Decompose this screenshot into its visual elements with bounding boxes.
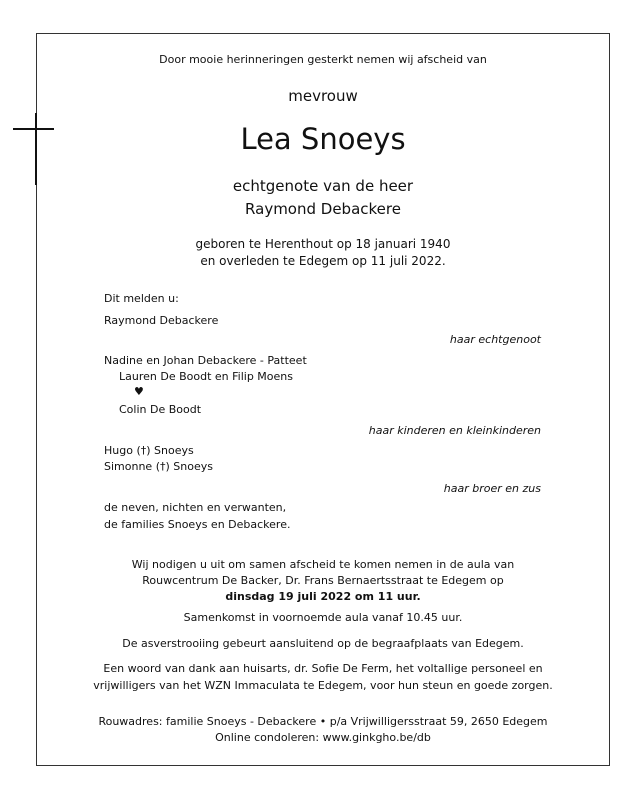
mourner-husband: Raymond Debackere xyxy=(104,314,219,327)
service-line-2: Rouwcentrum De Backer, Dr. Frans Bernaertsstraat te Edegem op xyxy=(142,574,504,587)
mourner-sibling-2: Simonne (†) Snoeys xyxy=(104,460,213,473)
intro-text: Door mooie herinneringen gesterkt nemen wij afscheid van xyxy=(159,53,487,66)
mourner-extended-1: de neven, nichten en verwanten, xyxy=(104,501,287,514)
honorific: mevrouw xyxy=(288,87,358,105)
death-line: en overleden te Edegem op 11 juli 2022. xyxy=(200,254,446,268)
role-children: haar kinderen en kleinkinderen xyxy=(368,424,541,437)
mourning-address: Rouwadres: familie Snoeys - Debackere • p/a Vrijwilligersstraat 59, 2650 Edegem xyxy=(98,715,548,728)
mourner-great-grandchild: Colin De Boodt xyxy=(119,403,202,416)
ashes-text: De asverstrooiing gebeurt aansluitend op de begraafplaats van Edegem. xyxy=(122,637,524,650)
deceased-name: Lea Snoeys xyxy=(240,122,406,156)
thanks-line-1: Een woord van dank aan huisarts, dr. Sofie De Ferm, het voltallige personeel en xyxy=(103,662,543,675)
role-siblings: haar broer en zus xyxy=(443,482,541,495)
service-date: dinsdag 19 juli 2022 om 11 uur. xyxy=(225,590,421,603)
spouse-line-1: echtgenote van de heer xyxy=(232,177,414,195)
mourner-grandchildren: Lauren De Boodt en Filip Moens xyxy=(119,370,293,383)
spouse-line-2: Raymond Debackere xyxy=(245,200,401,218)
role-husband: haar echtgenoot xyxy=(449,333,541,346)
service-line-1: Wij nodigen u uit om samen afscheid te komen nemen in de aula van xyxy=(131,558,515,571)
birth-line: geboren te Herenthout op 18 januari 1940 xyxy=(195,237,451,251)
mourner-children: Nadine en Johan Debackere - Patteet xyxy=(104,354,307,367)
announce-intro: Dit melden u: xyxy=(104,292,179,305)
heart-icon: ♥ xyxy=(134,385,144,398)
condolence-link: Online condoleren: www.ginkgho.be/db xyxy=(215,731,431,744)
mourner-sibling-1: Hugo (†) Snoeys xyxy=(104,444,194,457)
gathering-text: Samenkomst in voornoemde aula vanaf 10.45 uur. xyxy=(183,611,463,624)
thanks-line-2: vrijwilligers van het WZN Immaculata te Edegem, voor hun steun en goede zorgen. xyxy=(93,679,553,692)
mourner-extended-2: de families Snoeys en Debackere. xyxy=(104,518,291,531)
